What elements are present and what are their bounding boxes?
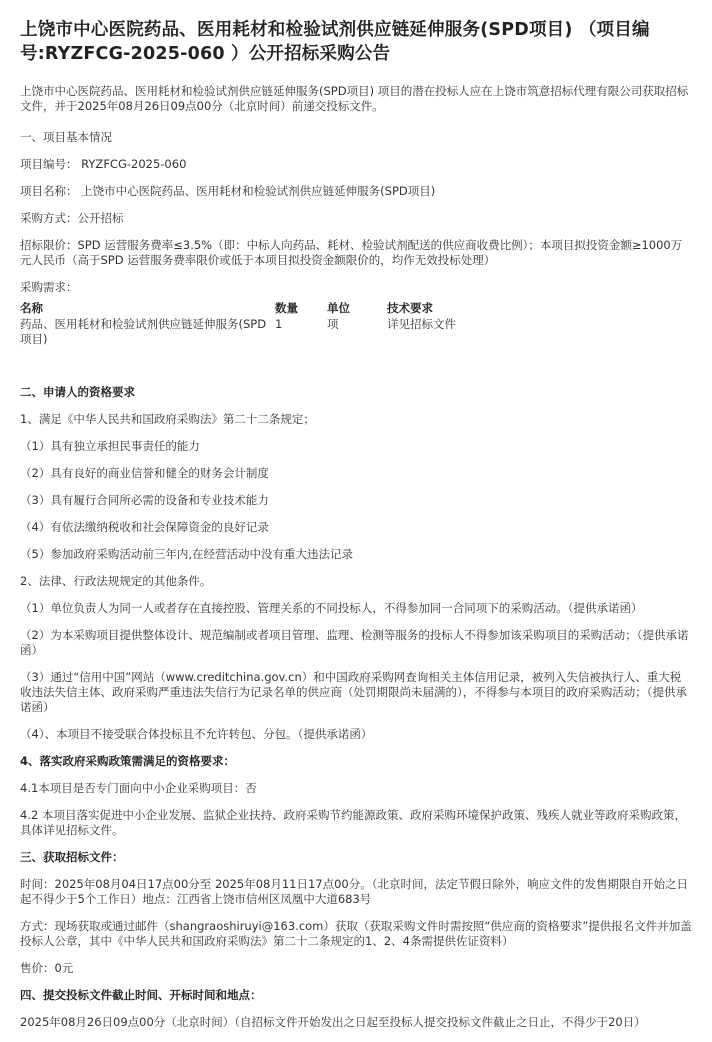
qualification-item: （1）单位负责人为同一人或者存在直接控股、管理关系的不同投标人，不得参加同一合同项下的采购活动。（提供承诺函）	[20, 601, 643, 615]
submission-deadline: 2025年08月26日09点00分（北京时间）（自招标文件开始发出之日起至投标人提交投标文件截止之日止，不得少于20日）	[20, 1015, 646, 1029]
section-heading-obtain-docs: 三、获取招标文件：	[20, 850, 124, 864]
qualification-item: （3）具有履行合同所必需的设备和专业技术能力	[20, 493, 269, 507]
table-header-row	[20, 301, 587, 317]
project-name: 项目名称： 上饶市中心医院药品、医用耗材和检验试剂供应链延伸服务(SPD项目)	[20, 184, 436, 198]
qualification-item: （2）具有良好的商业信誉和健全的财务会计制度	[20, 466, 269, 480]
qualification-item: 2、法律、行政法规规定的其他条件。	[20, 574, 212, 588]
section-heading-policy: 4、落实政府采购政策需满足的资格要求：	[20, 754, 235, 768]
page-title: 上饶市中心医院药品、医用耗材和检验试剂供应链延伸服务(SPD项目) （项目编号:RYZFCG-2025-060 ）公开招标采购公告	[20, 20, 650, 64]
table-header-tech: 技术要求	[387, 301, 433, 315]
table-header-quantity: 数量	[275, 301, 298, 315]
qualification-item: （4）有依法缴纳税收和社会保障资金的良好记录	[20, 520, 269, 534]
qualification-item: （1）具有独立承担民事责任的能力	[20, 439, 200, 453]
obtain-method: 方式：现场获取或通过邮件（shangraoshiruyi@163.com）获取（获取采购文件时需按照“供应商的资格要求”提供报名文件并加盖投标人公章，其中《中华人民共和国政府采购法》第二十二条规定的1、2、4条需提供佐证资料）	[20, 919, 692, 948]
table-cell-name: 药品、医用耗材和检验试剂供应链延伸服务(SPD项目)	[20, 317, 267, 346]
table-cell-unit: 项	[327, 317, 339, 331]
section-heading-qualifications: 二、申请人的资格要求	[20, 385, 135, 399]
requirements-table	[20, 301, 587, 347]
table-header-name: 名称	[20, 301, 43, 315]
qualification-item: 1、满足《中华人民共和国政府采购法》第二十二条规定；	[20, 412, 315, 426]
section-heading-deadline: 四、提交投标文件截止时间、开标时间和地点：	[20, 988, 262, 1002]
table-cell-quantity: 1	[275, 317, 283, 331]
policy-item: 4.2 本项目落实促进中小企业发展、监狱企业扶持、政府采购节约能源政策、政府采购环境保护政策、残疾人就业等政府采购政策，具体详见招标文件。	[20, 808, 686, 837]
procurement-method: 采购方式：公开招标	[20, 211, 124, 225]
table-header-unit: 单位	[327, 301, 350, 315]
qualification-item: （5）参加政府采购活动前三年内,在经营活动中没有重大违法记录	[20, 547, 353, 561]
bid-price-limit: 招标限价：SPD 运营服务费率≤3.5%（即：中标人向药品、耗材、检验试剂配送的供应商收费比例）；本项目拟投资金额≥1000万元人民币（高于SPD 运营服务费率限价或低于本项目拟投资金额限价的，均作无效投标处理）	[20, 238, 683, 267]
intro-paragraph: 上饶市中心医院药品、医用耗材和检验试剂供应链延伸服务(SPD项目) 项目的潜在投标人应在上饶市筑意招标代理有限公司获取招标文件，并于2025年08月26日09点00分（北京时间）前递交投标文件。	[20, 84, 689, 113]
document-price: 售价：0元	[20, 961, 74, 975]
spacer	[20, 347, 692, 385]
table-row	[20, 317, 587, 347]
qualification-item: （2）为本采购项目提供整体设计、规范编制或者项目管理、监理、检测等服务的投标人不得参加该采购项目的采购活动；（提供承诺函）	[20, 628, 689, 657]
policy-item: 4.1本项目是否专门面向中小企业采购项目：否	[20, 781, 257, 795]
obtain-time: 时间：2025年08月04日17点00分至 2025年08月11日17点00分。（北京时间，法定节假日除外，响应文件的发售期限自开始之日起不得少于5个工作日）地点：江西省上饶市信州区凤凰中大道683号	[20, 877, 688, 906]
table-cell-tech: 详见招标文件	[387, 317, 456, 331]
section-heading-project-info: 一、项目基本情况	[20, 130, 112, 144]
procurement-demand-label: 采购需求：	[20, 280, 78, 294]
qualification-item: （3）通过“信用中国”网站（www.creditchina.gov.cn）和中国政府采购网查询相关主体信用记录，被列入失信被执行人、重大税收违法失信主体、政府采购严重违法失信行为记录名单的供应商（处罚期限尚未届满的），不得参与本项目的政府采购活动；（提供承诺函）	[20, 670, 687, 714]
qualification-item: （4）、本项目不接受联合体投标且不允许转包、分包。（提供承诺函）	[20, 727, 373, 741]
project-number: 项目编号： RYZFCG-2025-060	[20, 157, 187, 171]
